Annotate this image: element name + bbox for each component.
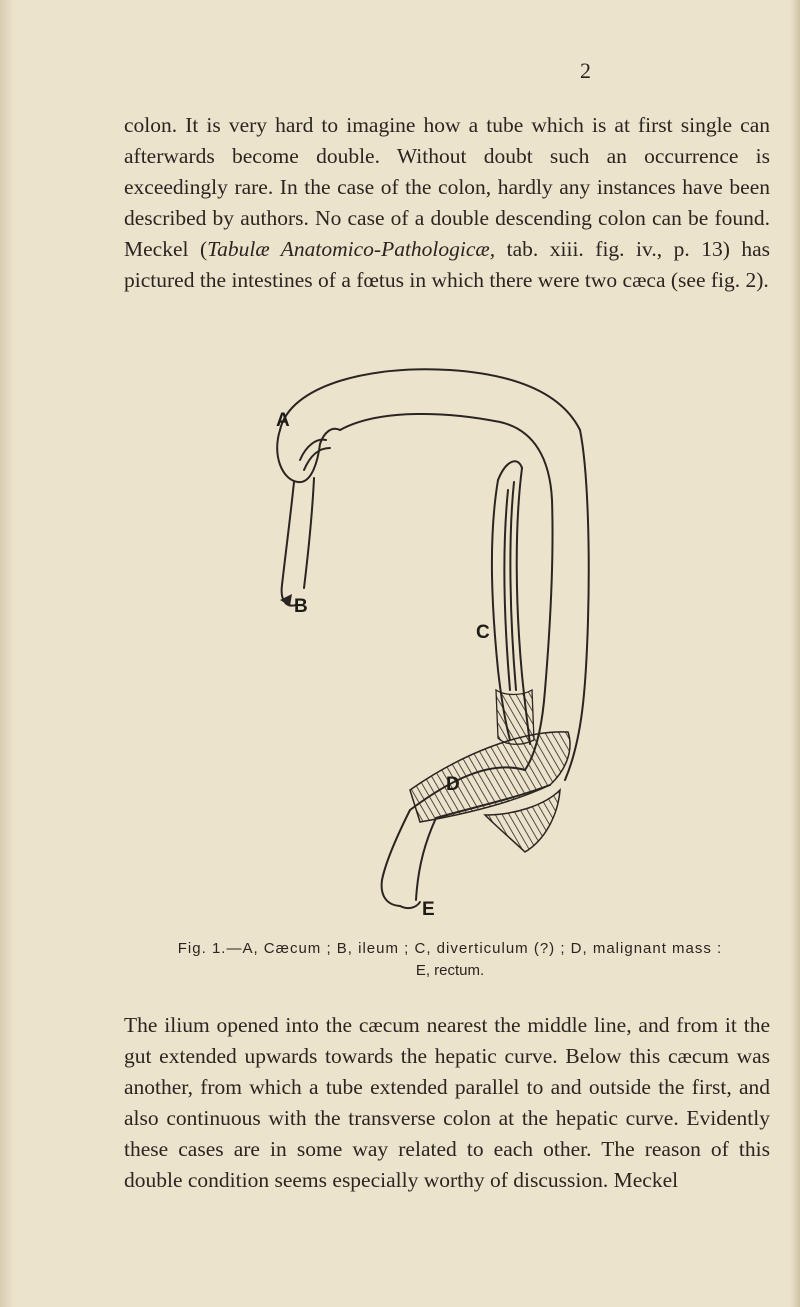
figure-intestine-illustration — [260, 360, 600, 920]
ileum-left-wall — [282, 482, 296, 606]
page-edge-left — [0, 0, 14, 1307]
label-e: E — [422, 899, 435, 920]
page-number: 2 — [580, 58, 591, 83]
lower-left-wall — [382, 810, 410, 906]
caecum-outline — [277, 429, 340, 482]
page-edge-right — [790, 0, 800, 1307]
paragraph-1 — [124, 110, 770, 296]
ileum-right-wall — [304, 478, 314, 588]
label-b: B — [294, 596, 308, 617]
paragraph-2: The ilium opened into the cæcum nearest the middle line, and from it the gut extended upwards towards the hepatic curve. Below this cæcum was another, from which a tube extended parallel to and outside the first, and also continuous with the transverse colon at the hepatic curve. Evidently these cases are in some way related to each other. The reason of this double condition seems especially worthy of discussion. Meckel — [124, 1013, 770, 1192]
label-d: D — [446, 774, 460, 795]
paragraph-1-book-title: Tabulæ Anatomico-Pathologicæ, — [207, 237, 496, 261]
paragraph-1-text-b: tab. xiii. fig. iv., p. 13) has pictured the intestines of a fœtus in which there were two cæca (see fig. 2). — [124, 237, 770, 292]
label-a: A — [276, 410, 290, 431]
label-c: C — [476, 622, 490, 643]
paragraph-1-text-a: colon. It is very hard to imagine how a tube which is at first single can afterwards become double. Without doubt such an occurrence is exceedingly rare. In the case of the colon, hardly any instances have been described by authors. No case of a double descending colon can be found. Meckel ( — [124, 113, 770, 261]
caption-line-1: Fig. 1.—A, Cæcum ; B, ileum ; C, diverticulum (?) ; D, malignant mass : — [177, 940, 723, 957]
caption-line-2: E, rectum. — [415, 962, 485, 979]
figure-caption — [140, 938, 760, 982]
lower-inner-wall — [416, 818, 436, 900]
